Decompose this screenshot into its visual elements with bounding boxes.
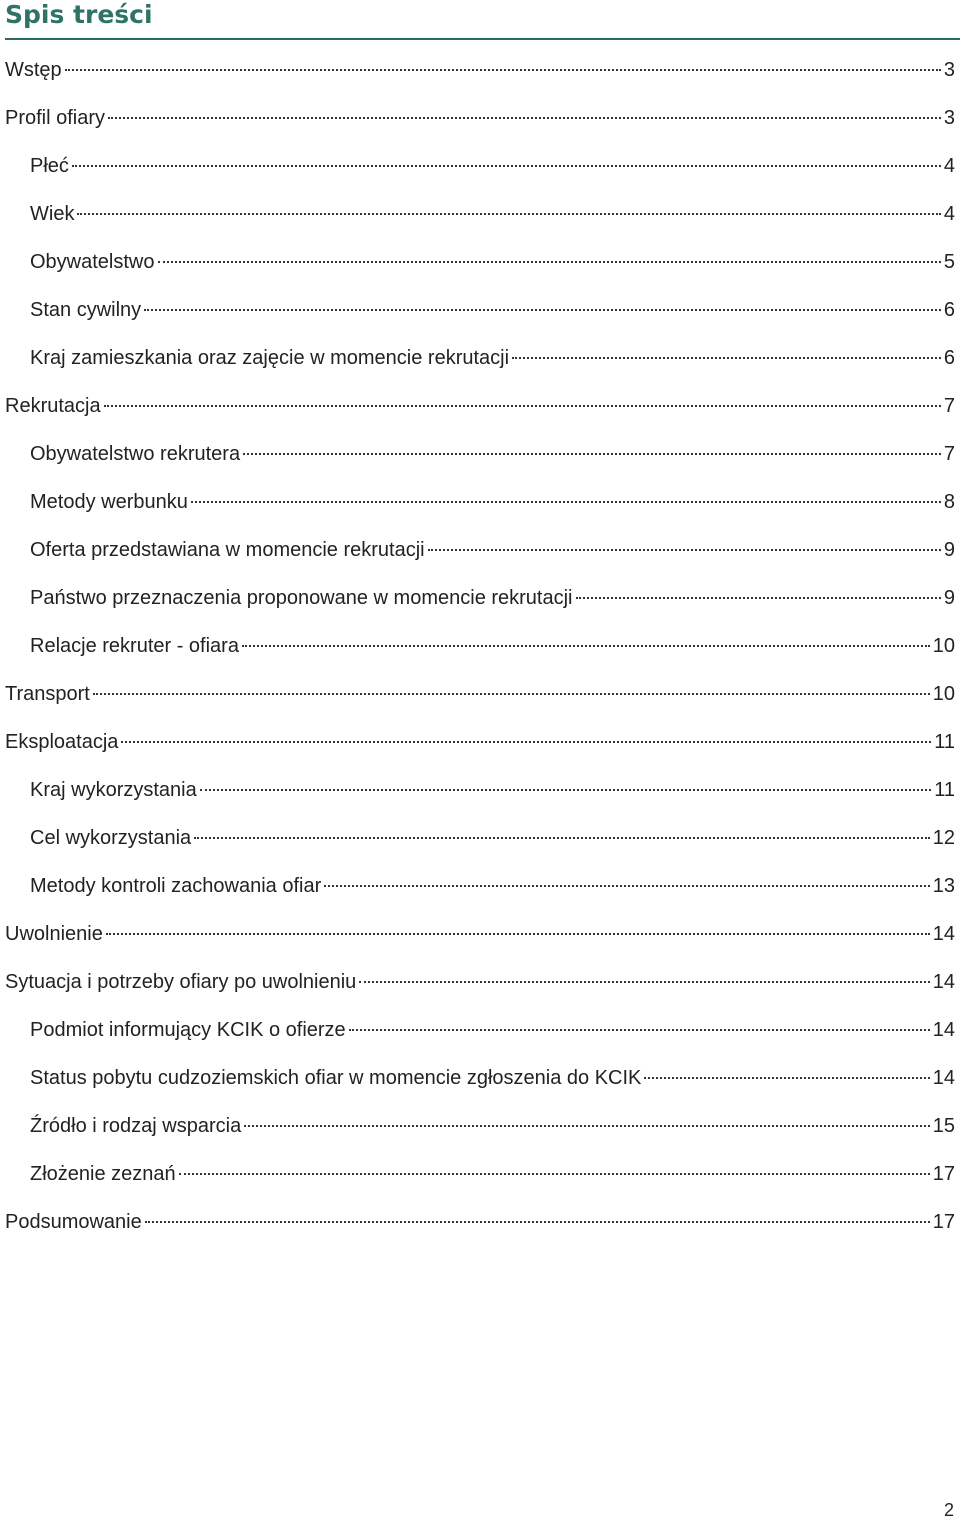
toc-entry-title[interactable]: Metody kontroli zachowania ofiar (30, 875, 322, 897)
toc-dot-leader (77, 211, 940, 215)
toc-entry-page[interactable]: 11 (934, 779, 955, 801)
toc-dot-leader (576, 595, 941, 599)
toc-entry[interactable] (0, 334, 955, 382)
toc-dot-leader (359, 979, 929, 983)
toc-entry-page[interactable]: 12 (932, 827, 955, 849)
toc-entry[interactable] (0, 1198, 955, 1246)
toc-dot-leader (145, 1219, 930, 1223)
page-number: 2 (943, 1500, 954, 1520)
toc-dot-leader (243, 451, 941, 455)
toc-entry-title[interactable]: Sytuacja i potrzeby ofiary po uwolnieniu (5, 971, 357, 993)
toc-entry-page[interactable]: 14 (932, 923, 955, 945)
toc-dot-leader (106, 931, 930, 935)
toc-entry[interactable] (0, 478, 955, 526)
toc-dot-leader (191, 499, 941, 503)
toc-dot-leader (108, 115, 941, 119)
toc-entry[interactable] (0, 766, 955, 814)
toc-entry-page[interactable]: 6 (943, 347, 955, 369)
toc-entry-title[interactable]: Stan cywilny (30, 299, 142, 321)
toc-entry-title[interactable]: Kraj zamieszkania oraz zajęcie w momencie rekrutacji (30, 347, 510, 369)
toc-dot-leader (72, 163, 941, 167)
toc-entry-title[interactable]: Metody werbunku (30, 491, 188, 513)
toc-dot-leader (242, 643, 930, 647)
toc-entry-page[interactable]: 14 (932, 1019, 955, 1041)
toc-entry-page[interactable]: 3 (943, 107, 955, 129)
toc-entry-page[interactable]: 14 (932, 1067, 955, 1089)
toc-entry-title[interactable]: Obywatelstwo rekrutera (30, 443, 241, 465)
toc-entry[interactable] (0, 430, 955, 478)
toc-entry-page[interactable]: 13 (932, 875, 955, 897)
toc-entry-title[interactable]: Państwo przeznaczenia proponowane w momencie rekrutacji (30, 587, 573, 609)
toc-entry[interactable] (0, 622, 955, 670)
toc-entry-page[interactable]: 9 (943, 587, 955, 609)
toc-dot-leader (644, 1075, 929, 1079)
toc-entry-page[interactable]: 4 (943, 155, 955, 177)
toc-entry-title[interactable]: Rekrutacja (5, 395, 101, 417)
toc-dot-leader (512, 355, 941, 359)
toc-entry-page[interactable]: 8 (943, 491, 955, 513)
toc-entry-title[interactable]: Profil ofiary (5, 107, 106, 129)
toc-entry-page[interactable]: 17 (932, 1211, 955, 1233)
toc-dot-leader (200, 787, 932, 791)
toc-entry-title[interactable]: Obywatelstwo (30, 251, 155, 273)
toc-entry-title[interactable]: Wiek (30, 203, 75, 225)
toc-entry[interactable] (0, 286, 955, 334)
toc-entry-title[interactable]: Transport (5, 683, 90, 705)
toc-entry[interactable] (0, 1054, 955, 1102)
toc-entry-title[interactable]: Kraj wykorzystania (30, 779, 197, 801)
toc-dot-leader (158, 259, 941, 263)
toc-dot-leader (121, 739, 931, 743)
toc-entry-page[interactable]: 14 (932, 971, 955, 993)
toc-entry-page[interactable]: 9 (943, 539, 955, 561)
toc-entry[interactable] (0, 238, 955, 286)
toc-heading (5, 0, 960, 40)
toc-entry[interactable] (0, 94, 955, 142)
toc-dot-leader (179, 1171, 930, 1175)
toc-entry-page[interactable]: 7 (943, 395, 955, 417)
toc-entry-title[interactable]: Złożenie zeznań (30, 1163, 176, 1185)
toc-entry[interactable] (0, 1150, 955, 1198)
toc-dot-leader (144, 307, 941, 311)
toc-entry-title[interactable]: Wstęp (5, 59, 62, 81)
toc-dot-leader (244, 1123, 930, 1127)
toc-entry-page[interactable]: 3 (943, 59, 955, 81)
toc-entry-title[interactable]: Cel wykorzystania (30, 827, 192, 849)
toc-entry-page[interactable]: 5 (943, 251, 955, 273)
toc-dot-leader (324, 883, 929, 887)
toc-entry[interactable] (0, 574, 955, 622)
toc-dot-leader (349, 1027, 930, 1031)
toc-entry-page[interactable]: 6 (943, 299, 955, 321)
toc-list (0, 46, 955, 1246)
toc-entry[interactable] (0, 190, 955, 238)
toc-entry[interactable] (0, 1006, 955, 1054)
toc-entry[interactable] (0, 142, 955, 190)
toc-entry-title[interactable]: Źródło i rodzaj wsparcia (30, 1115, 242, 1137)
toc-entry[interactable] (0, 910, 955, 958)
toc-dot-leader (194, 835, 930, 839)
toc-entry-page[interactable]: 7 (943, 443, 955, 465)
toc-entry[interactable] (0, 46, 955, 94)
toc-entry-page[interactable]: 10 (932, 683, 955, 705)
toc-entry-page[interactable]: 11 (934, 731, 955, 753)
toc-entry-title[interactable]: Płeć (30, 155, 69, 177)
toc-dot-leader (104, 403, 941, 407)
toc-dot-leader (93, 691, 930, 695)
toc-entry-page[interactable]: 15 (932, 1115, 955, 1137)
toc-entry[interactable] (0, 382, 955, 430)
toc-entry[interactable] (0, 718, 955, 766)
toc-entry[interactable] (0, 862, 955, 910)
toc-entry-title[interactable]: Status pobytu cudzoziemskich ofiar w momencie zgłoszenia do KCIK (30, 1067, 642, 1089)
toc-dot-leader (65, 67, 941, 71)
toc-entry-title[interactable]: Podsumowanie (5, 1211, 142, 1233)
toc-entry[interactable] (0, 526, 955, 574)
toc-entry[interactable] (0, 814, 955, 862)
toc-entry[interactable] (0, 670, 955, 718)
toc-entry-title[interactable]: Relacje rekruter - ofiara (30, 635, 239, 657)
toc-entry-page[interactable]: 4 (943, 203, 955, 225)
toc-title: Spis treści (5, 0, 153, 29)
toc-entry-title[interactable]: Uwolnienie (5, 923, 103, 945)
toc-entry[interactable] (0, 1102, 955, 1150)
toc-entry[interactable] (0, 958, 955, 1006)
toc-entry-page[interactable]: 17 (932, 1163, 955, 1185)
toc-entry-title[interactable]: Oferta przedstawiana w momencie rekrutacji (30, 539, 425, 561)
toc-entry-page[interactable]: 10 (932, 635, 955, 657)
toc-dot-leader (428, 547, 941, 551)
toc-entry-title[interactable]: Podmiot informujący KCIK o ofierze (30, 1019, 346, 1041)
toc-entry-title[interactable]: Eksploatacja (5, 731, 119, 753)
